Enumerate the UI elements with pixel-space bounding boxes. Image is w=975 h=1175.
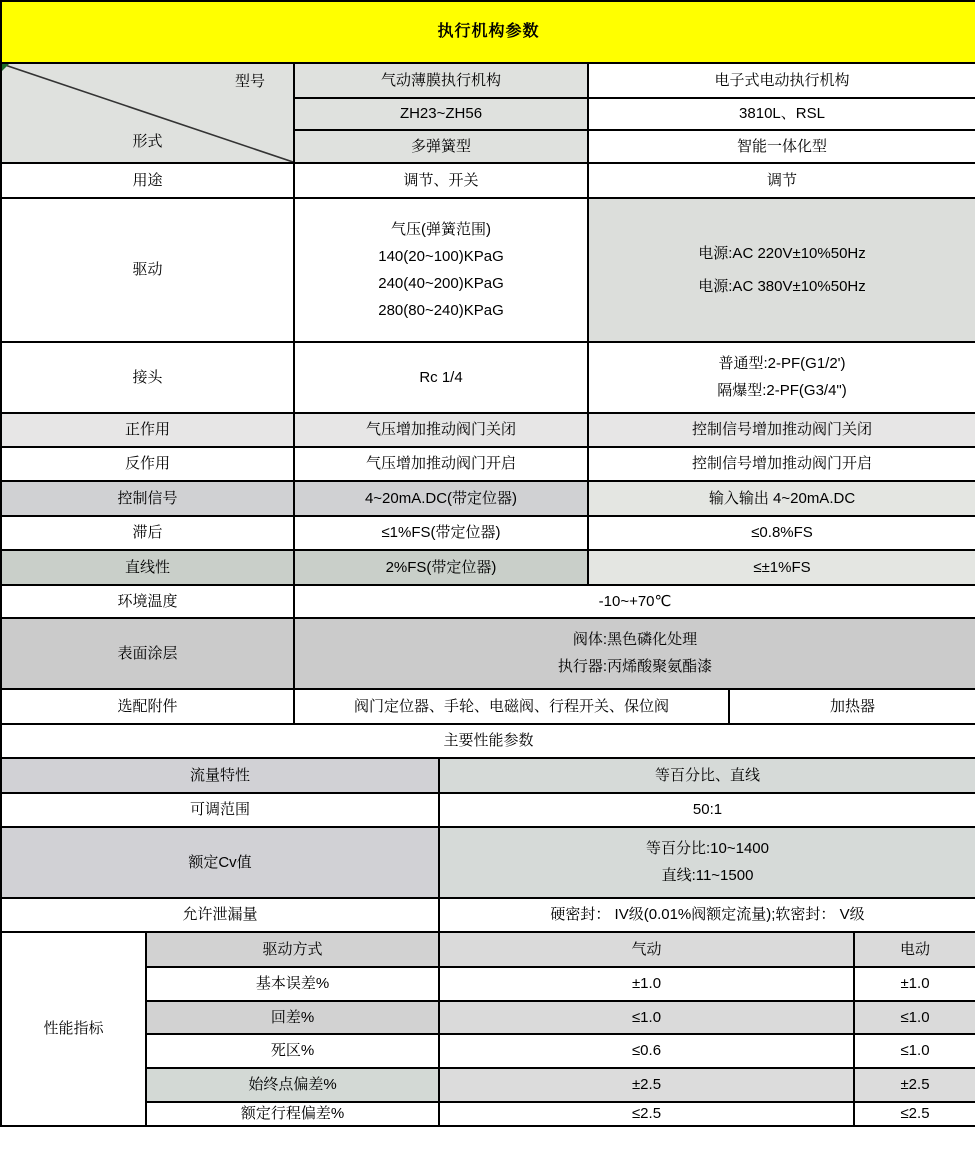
cell-reverse-electric: 控制信号增加推动阀门开启: [588, 447, 975, 481]
cell-leakage: 硬密封： IV级(0.01%阀额定流量);软密封： V级: [439, 898, 975, 932]
cell-reverse-pneumatic: 气压增加推动阀门开启: [294, 447, 588, 481]
label-rated-travel-deviation: 额定行程偏差%: [146, 1102, 439, 1126]
label-flow-characteristic: 流量特性: [1, 758, 439, 793]
cell-basic-error-electric: ±1.0: [854, 967, 975, 1001]
cell-flow-characteristic: 等百分比、直线: [439, 758, 975, 793]
corner-model-label: 型号: [234, 73, 265, 91]
cell-ambient-temp: -10~+70℃: [294, 585, 975, 618]
page-title: 执行机构参数: [1, 1, 975, 63]
corner-form-label: 形式: [132, 133, 163, 151]
cell-series-electric: 3810L、RSL: [588, 98, 975, 130]
cell-form-electric: 智能一体化型: [588, 130, 975, 163]
coating-line: 执行器:丙烯酸聚氨酯漆: [557, 657, 713, 675]
label-direct-action: 正作用: [1, 413, 294, 447]
drive-pneumatic-line: 240(40~200)KPaG: [378, 275, 504, 292]
cell-linearity-pneumatic: 2%FS(带定位器): [294, 550, 588, 585]
label-leakage: 允许泄漏量: [1, 898, 439, 932]
label-ambient-temp: 环境温度: [1, 585, 294, 618]
label-drive-mode: 驱动方式: [146, 932, 439, 967]
cell-rated-travel-deviation-pneumatic: ≤2.5: [439, 1102, 854, 1126]
cell-hysteresis-electric: ≤0.8%FS: [588, 516, 975, 550]
drive-pneumatic-line: 280(80~240)KPaG: [378, 302, 504, 319]
label-linearity: 直线性: [1, 550, 294, 585]
rated-cv-line: 直线:11~1500: [661, 866, 754, 884]
cell-signal-electric: 输入输出 4~20mA.DC: [588, 481, 975, 516]
cell-joint-electric: [588, 342, 975, 413]
joint-electric-line: 普通型:2-PF(G1/2'): [718, 355, 846, 373]
label-coating: 表面涂层: [1, 618, 294, 689]
cell-rated-cv: [439, 827, 975, 898]
label-hysteresis: 滞后: [1, 516, 294, 550]
cell-drive-mode-pneumatic: 气动: [439, 932, 854, 967]
cell-signal-pneumatic: 4~20mA.DC(带定位器): [294, 481, 588, 516]
label-return-difference: 回差%: [146, 1001, 439, 1034]
label-basic-error: 基本误差%: [146, 967, 439, 1001]
drive-electric-line: 电源:AC 380V±10%50Hz: [698, 278, 866, 295]
label-accessories: 选配附件: [1, 689, 294, 724]
drive-pneumatic-line: 140(20~100)KPaG: [378, 248, 504, 265]
label-usage: 用途: [1, 163, 294, 198]
cell-drive-mode-electric: 电动: [854, 932, 975, 967]
label-start-end-deviation: 始终点偏差%: [146, 1068, 439, 1102]
cell-dead-zone-pneumatic: ≤0.6: [439, 1034, 854, 1068]
cell-return-difference-pneumatic: ≤1.0: [439, 1001, 854, 1034]
cell-coating: [294, 618, 975, 689]
section-title-performance: 主要性能参数: [1, 724, 975, 758]
cell-accessories-heater: 加热器: [729, 689, 975, 724]
cell-series-pneumatic: ZH23~ZH56: [294, 98, 588, 130]
cell-accessories: 阀门定位器、手轮、电磁阀、行程开关、保位阀: [294, 689, 729, 724]
cell-direct-electric: 控制信号增加推动阀门关闭: [588, 413, 975, 447]
label-control-signal: 控制信号: [1, 481, 294, 516]
label-joint: 接头: [1, 342, 294, 413]
cell-model-pneumatic: 气动薄膜执行机构: [294, 63, 588, 98]
cell-start-end-deviation-electric: ±2.5: [854, 1068, 975, 1102]
coating-line: 阀体:黑色磷化处理: [572, 631, 698, 649]
joint-electric-line: 隔爆型:2-PF(G3/4"): [717, 381, 847, 399]
cell-drive-pneumatic: [294, 198, 588, 342]
cell-direct-pneumatic: 气压增加推动阀门关闭: [294, 413, 588, 447]
cell-model-electric: 电子式电动执行机构: [588, 63, 975, 98]
label-dead-zone: 死区%: [146, 1034, 439, 1068]
cell-usage-pneumatic: 调节、开关: [294, 163, 588, 198]
label-adjustable-range: 可调范围: [1, 793, 439, 827]
drive-electric-line: 电源:AC 220V±10%50Hz: [698, 245, 866, 262]
label-performance-index: 性能指标: [1, 932, 146, 1126]
label-drive: 驱动: [1, 198, 294, 342]
label-rated-cv: 额定Cv值: [1, 827, 439, 898]
cell-adjustable-range: 50:1: [439, 793, 975, 827]
cell-start-end-deviation-pneumatic: ±2.5: [439, 1068, 854, 1102]
corner-marker-icon: [2, 64, 9, 71]
cell-hysteresis-pneumatic: ≤1%FS(带定位器): [294, 516, 588, 550]
drive-pneumatic-line: 气压(弹簧范围): [391, 221, 491, 238]
cell-usage-electric: 调节: [588, 163, 975, 198]
cell-return-difference-electric: ≤1.0: [854, 1001, 975, 1034]
cell-drive-electric: [588, 198, 975, 342]
cell-form-pneumatic: 多弹簧型: [294, 130, 588, 163]
cell-rated-travel-deviation-electric: ≤2.5: [854, 1102, 975, 1126]
label-reverse-action: 反作用: [1, 447, 294, 481]
cell-linearity-electric: ≤±1%FS: [588, 550, 975, 585]
corner-diagonal-cell: [1, 63, 294, 163]
cell-dead-zone-electric: ≤1.0: [854, 1034, 975, 1068]
rated-cv-line: 等百分比:10~1400: [646, 840, 769, 858]
cell-basic-error-pneumatic: ±1.0: [439, 967, 854, 1001]
cell-joint-pneumatic: Rc 1/4: [294, 342, 588, 413]
